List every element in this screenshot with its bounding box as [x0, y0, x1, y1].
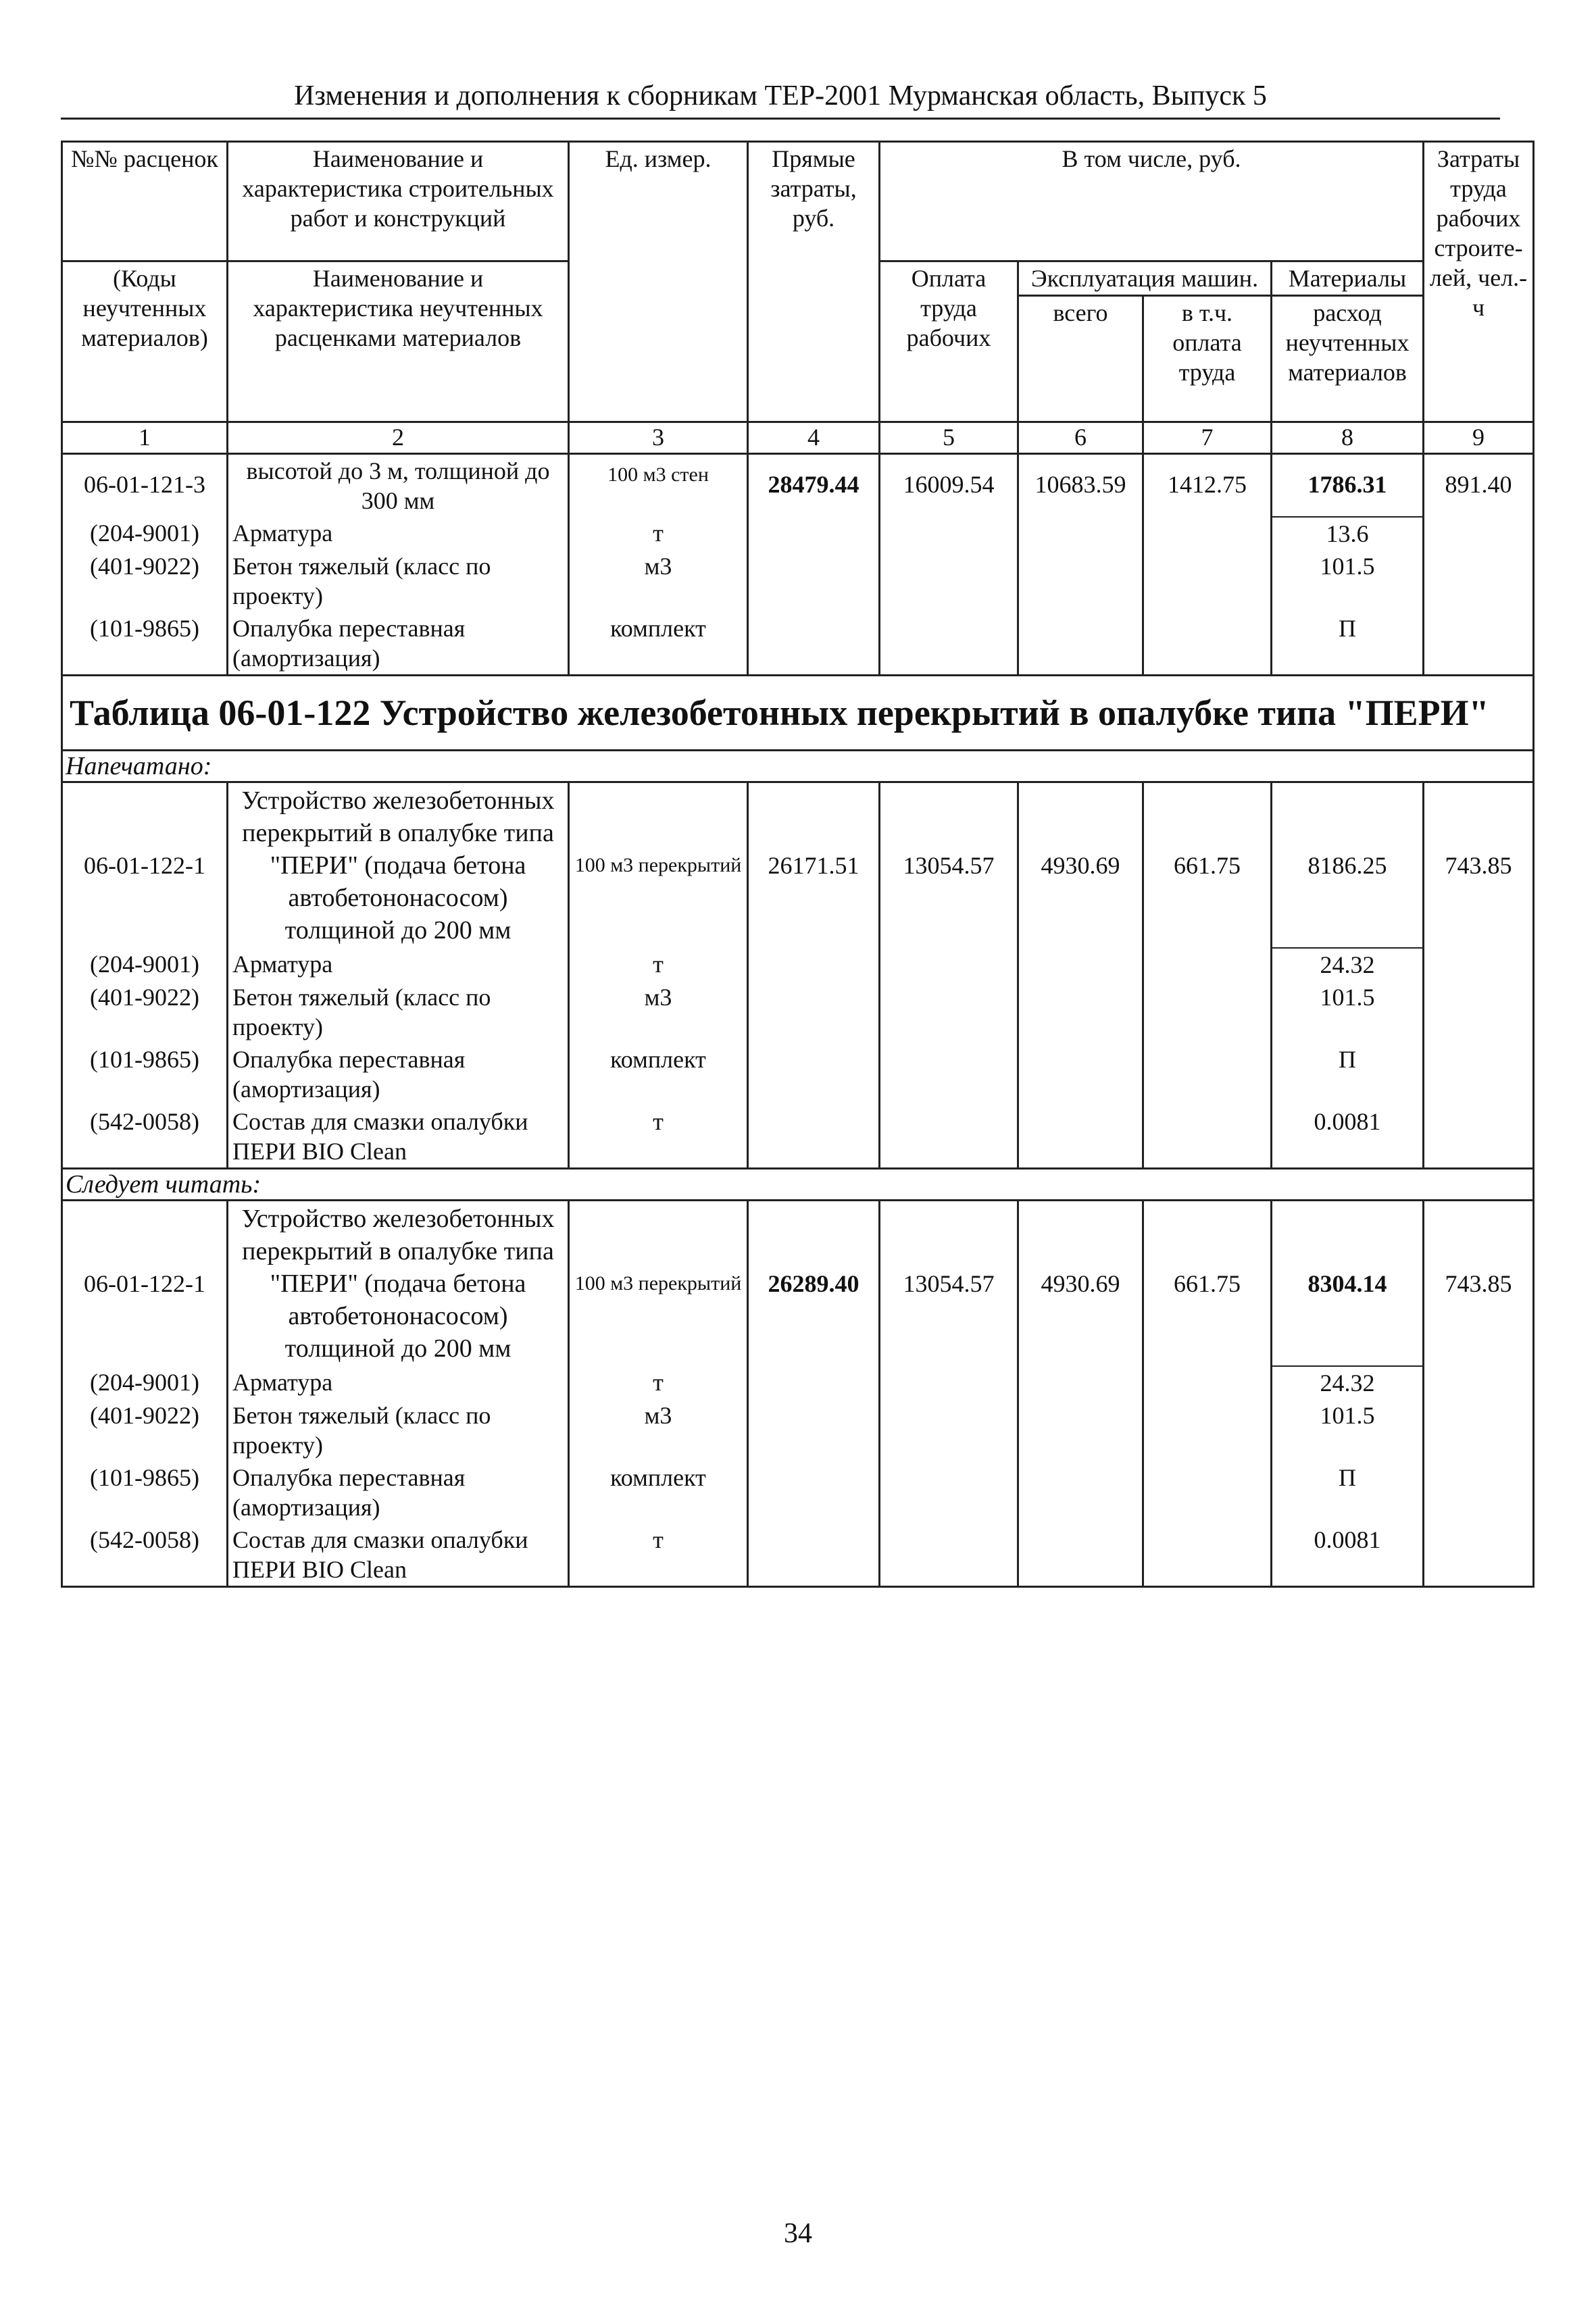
- rate-row: [62, 1201, 1534, 1367]
- group-header: В том числе, руб.: [880, 142, 1424, 261]
- material-unit: т: [569, 1366, 748, 1399]
- material-name: Бетон тяжелый (класс по проекту): [228, 1399, 569, 1461]
- material-consumption: 24.32: [1272, 1366, 1424, 1399]
- col1-bottom-header: (Коды неучтенных материалов): [62, 261, 228, 422]
- col-number: 7: [1143, 422, 1272, 454]
- col-number: 5: [880, 422, 1018, 454]
- materials-cost: 1786.31: [1272, 454, 1424, 518]
- material-row: [62, 612, 1534, 676]
- material-code: (204-9001): [62, 948, 228, 981]
- material-row: [62, 1105, 1534, 1169]
- machines-total: 4930.69: [1018, 1201, 1143, 1367]
- column-numbers-row: [62, 422, 1534, 454]
- machines-labor: 661.75: [1143, 1201, 1272, 1367]
- material-row: [62, 1461, 1534, 1524]
- material-code: (204-9001): [62, 1366, 228, 1399]
- material-unit: комплект: [569, 1043, 748, 1105]
- rate-name: Устройство железобетонных перекрытий в опалубке типа "ПЕРИ" (подача бетона автобетононасосом) толщиной до 200 мм: [228, 782, 569, 949]
- material-unit: комплект: [569, 612, 748, 676]
- col4-header: Прямые затраты, руб.: [748, 142, 880, 422]
- direct-cost: 26289.40: [748, 1201, 880, 1367]
- material-unit: м3: [569, 1399, 748, 1461]
- material-code: (542-0058): [62, 1105, 228, 1169]
- materials-cost: 8304.14: [1272, 1201, 1424, 1367]
- printed-label-row: [62, 751, 1534, 782]
- material-unit: м3: [569, 550, 748, 612]
- material-code: (401-9022): [62, 550, 228, 612]
- header-row-1: [62, 142, 1534, 261]
- material-code: (101-9865): [62, 1043, 228, 1105]
- rate-unit: 100 м3 перекрытий: [569, 1201, 748, 1367]
- rates-table: [61, 141, 1535, 1588]
- col6-header: всего: [1018, 296, 1143, 422]
- labor-hours: 743.85: [1424, 1201, 1534, 1367]
- material-consumption: 101.5: [1272, 981, 1424, 1043]
- col2-top-header: Наименование и характеристика строительных работ и конструкций: [228, 142, 569, 261]
- labor-hours: 743.85: [1424, 782, 1534, 949]
- material-unit: комплект: [569, 1461, 748, 1524]
- materials-header: Материалы: [1272, 261, 1424, 296]
- material-name: Бетон тяжелый (класс по проекту): [228, 550, 569, 612]
- material-row: [62, 1524, 1534, 1587]
- machines-labor: 1412.75: [1143, 454, 1272, 518]
- col-number: 8: [1272, 422, 1424, 454]
- material-code: (401-9022): [62, 1399, 228, 1461]
- material-consumption: П: [1272, 612, 1424, 676]
- machines-labor: 661.75: [1143, 782, 1272, 949]
- rate-row: [62, 454, 1534, 518]
- material-name: Опалубка переставная (амортизация): [228, 1461, 569, 1524]
- col-number: 4: [748, 422, 880, 454]
- should-read-label-row: [62, 1169, 1534, 1201]
- printed-label: Напечатано:: [62, 751, 1534, 782]
- material-unit: т: [569, 1105, 748, 1169]
- material-row: [62, 1043, 1534, 1105]
- material-consumption: 24.32: [1272, 948, 1424, 981]
- material-consumption: 0.0081: [1272, 1524, 1424, 1587]
- page-number: 34: [784, 2218, 812, 2249]
- material-name: Арматура: [228, 517, 569, 550]
- rate-code: 06-01-122-1: [62, 1201, 228, 1367]
- machines-total: 4930.69: [1018, 782, 1143, 949]
- material-unit: т: [569, 1524, 748, 1587]
- rate-unit: 100 м3 перекрытий: [569, 782, 748, 949]
- material-code: (401-9022): [62, 981, 228, 1043]
- rate-unit: 100 м3 стен: [569, 454, 748, 518]
- material-consumption: 0.0081: [1272, 1105, 1424, 1169]
- material-code: (101-9865): [62, 612, 228, 676]
- material-consumption: П: [1272, 1461, 1424, 1524]
- rate-code: 06-01-122-1: [62, 782, 228, 949]
- material-name: Состав для смазки опалубки ПЕРИ BIO Clean: [228, 1105, 569, 1169]
- col-number: 1: [62, 422, 228, 454]
- material-row: [62, 1366, 1534, 1399]
- material-consumption: 101.5: [1272, 550, 1424, 612]
- table-title-row: [62, 676, 1534, 751]
- page-header: [61, 76, 1500, 120]
- material-name: Бетон тяжелый (класс по проекту): [228, 981, 569, 1043]
- rate-name: высотой до 3 м, толщиной до 300 мм: [228, 454, 569, 518]
- col9-header: Затраты труда рабочих строите-лей, чел.-ч: [1424, 142, 1534, 422]
- col5-header: Оплата труда рабочих: [880, 261, 1018, 422]
- labor-cost: 16009.54: [880, 454, 1018, 518]
- material-row: [62, 550, 1534, 612]
- material-code: (542-0058): [62, 1524, 228, 1587]
- material-row: [62, 981, 1534, 1043]
- material-consumption: 101.5: [1272, 1399, 1424, 1461]
- rate-code: 06-01-121-3: [62, 454, 228, 518]
- machines-header: Эксплуатация машин.: [1018, 261, 1272, 296]
- should-read-label: Следует читать:: [62, 1169, 1534, 1201]
- material-name: Опалубка переставная (амортизация): [228, 612, 569, 676]
- labor-cost: 13054.57: [880, 782, 1018, 949]
- rates-table-wrapper: [61, 141, 1532, 1588]
- material-unit: т: [569, 517, 748, 550]
- machines-total: 10683.59: [1018, 454, 1143, 518]
- header-title: Изменения и дополнения к сборникам ТЕР-2001 Мурманская область, Выпуск 5: [294, 80, 1267, 111]
- col8-header: расход неучтенных материалов: [1272, 296, 1424, 422]
- material-name: Опалубка переставная (амортизация): [228, 1043, 569, 1105]
- material-row: [62, 517, 1534, 550]
- material-unit: м3: [569, 981, 748, 1043]
- rate-row: [62, 782, 1534, 949]
- material-name: Арматура: [228, 1366, 569, 1399]
- col7-header: в т.ч. оплата труда: [1143, 296, 1272, 422]
- rate-name: Устройство железобетонных перекрытий в опалубке типа "ПЕРИ" (подача бетона автобетононасосом) толщиной до 200 мм: [228, 1201, 569, 1367]
- material-code: (204-9001): [62, 517, 228, 550]
- materials-cost: 8186.25: [1272, 782, 1424, 949]
- direct-cost: 28479.44: [748, 454, 880, 518]
- material-name: Арматура: [228, 948, 569, 981]
- col-number: 3: [569, 422, 748, 454]
- col-number: 9: [1424, 422, 1534, 454]
- direct-cost: 26171.51: [748, 782, 880, 949]
- material-consumption: 13.6: [1272, 517, 1424, 550]
- material-row: [62, 1399, 1534, 1461]
- col3-header: Ед. измер.: [569, 142, 748, 422]
- material-consumption: П: [1272, 1043, 1424, 1105]
- material-code: (101-9865): [62, 1461, 228, 1524]
- table-title: Таблица 06-01-122 Устройство железобетонных перекрытий в опалубке типа "ПЕРИ": [62, 676, 1534, 751]
- labor-hours: 891.40: [1424, 454, 1534, 518]
- col-number: 2: [228, 422, 569, 454]
- material-name: Состав для смазки опалубки ПЕРИ BIO Clean: [228, 1524, 569, 1587]
- col2-bottom-header: Наименование и характеристика неучтенных расценками материалов: [228, 261, 569, 422]
- material-unit: т: [569, 948, 748, 981]
- material-row: [62, 948, 1534, 981]
- labor-cost: 13054.57: [880, 1201, 1018, 1367]
- col1-top-header: №№ расценок: [62, 142, 228, 261]
- col-number: 6: [1018, 422, 1143, 454]
